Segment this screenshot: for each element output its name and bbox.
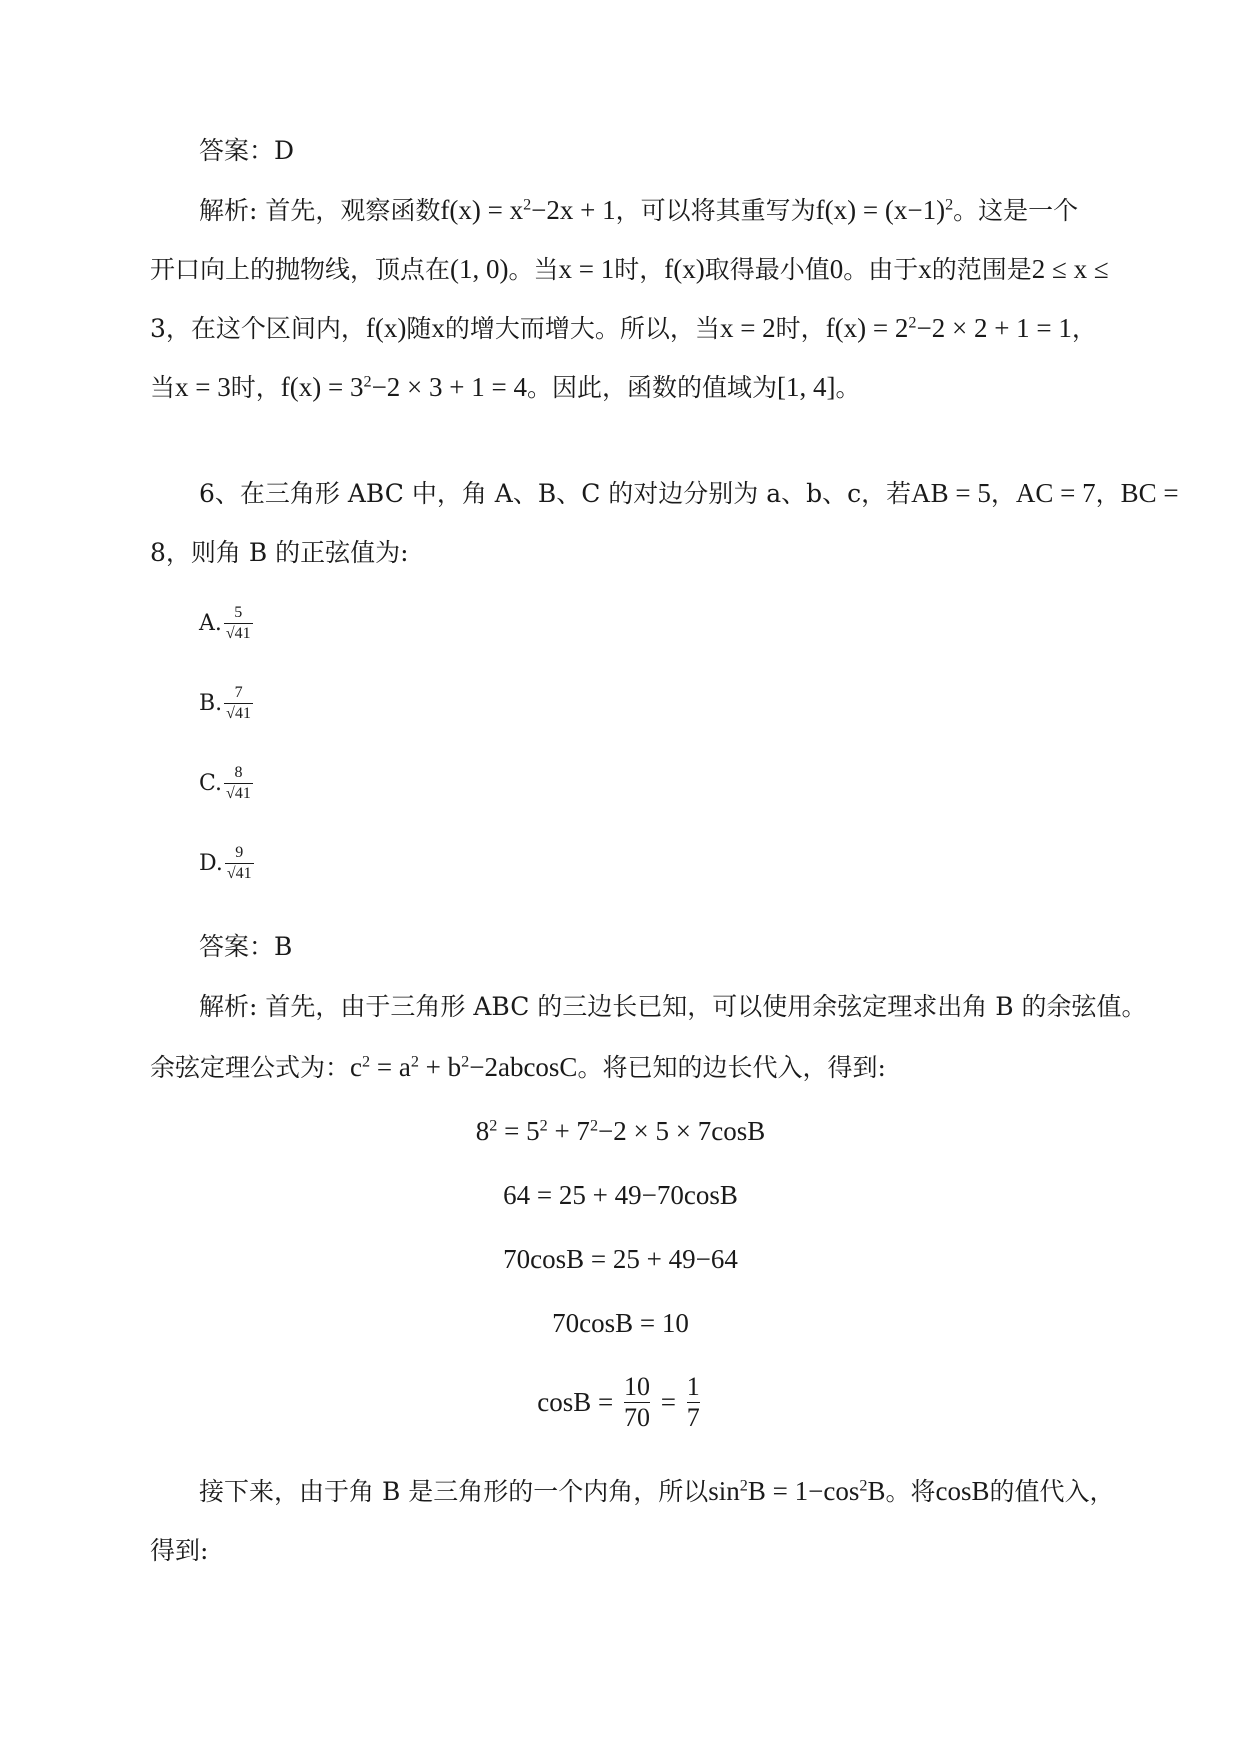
fraction-10-70: $\frac{10}{70}$ [624,1372,650,1432]
answer-value: D [274,136,295,165]
equation-3: 70cosB = 25 + 49−64 [503,1244,738,1274]
equation-5: cosB = $\frac{10}{70}$ = $\frac{1}{7}$ [537,1372,700,1432]
equation-1: $8^2 = 5^2 + 7^2-2 \times 5 \times 7\cos B$ [475,1116,766,1146]
text: ，可以将其重写为 [615,196,816,225]
equation-2: 64 = 25 + 49−70cosB [503,1180,738,1210]
explanation-6-line-1: 解析: 首先，由于三角形 ABC 的三边长已知，可以使用余弦定理求出角 B 的余弦值。 [199,992,1147,1021]
explanation-5-line-1 [199,195,1078,226]
answer-6: 答案：B [199,932,293,961]
answer-label: 答案： [199,136,275,165]
explanation-5-line-4: 当x = 3时，$f(x) = 3^2-2 \times 3 + 1 = 4$。因此，函数的值域为[1, 4]。 [150,372,861,402]
question-6-line-2: 8，则角 B 的正弦值为: [150,538,409,567]
equation-4: 70cosB = 10 [552,1308,689,1338]
text: 解析: 首先，观察函数 [199,196,441,225]
fraction-1-7: $\frac{1}{7}$ [686,1372,700,1432]
option-b: B. $\frac{7}{√41}$ [199,684,251,722]
formula: $f(x) = x^2-2x + 1$ [440,195,616,225]
formula: $f(x) = (x-1)^2$ [815,195,954,225]
answer-5 [199,136,294,166]
explanation-5-line-2: 开口向上的抛物线，顶点在(1, 0)。当x = 1时，f(x)取得最小值0。由于x的范围是2 ≤ x ≤ [150,254,1109,284]
option-a: A. $\frac{5}{√41}$ [199,604,251,642]
explanation-6-line-3: 接下来，由于角 B 是三角形的一个内角，所以$\sin^2B = 1-\cos^2B$。将cosB的值代入， [199,1476,1115,1506]
explanation-6-line-4: 得到: [150,1536,209,1565]
option-c: C. $\frac{8}{√41}$ [199,764,251,802]
question-6-line-1: 6、在三角形 ABC 中，角 A、B、C 的对边分别为 a、b、c，若AB = 5，AC = 7，BC = [199,478,1179,508]
explanation-6-line-2: 余弦定理公式为：$c^2 = a^2 + b^2-2abcosC$。将已知的边长代入，得到: [150,1052,886,1082]
explanation-5-line-3: 3，在这个区间内，f(x)随x的增大而增大。所以，当x = 2时，$f(x) = 2^2-2 \times 2 + 1 = 1$， [150,313,1097,343]
option-d: D. $\frac{9}{√41}$ [199,844,252,882]
text: 。这是一个 [953,196,1079,225]
